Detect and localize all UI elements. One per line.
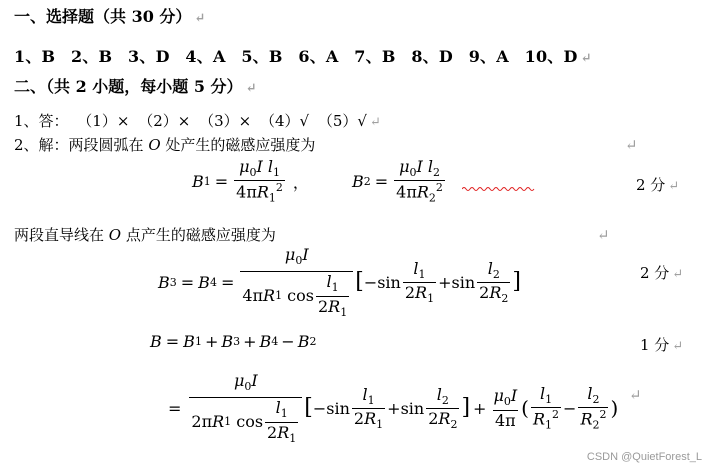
choice-answers-text: 1、B 2、B 3、D 4、A 5、B 6、A 7、B 8、D 9、A 10、D [14,47,578,66]
equation-b-total: B = B 1 + B 3 + B 4 − B 2 [150,332,317,351]
section2-title-text: 二、（共 2 小题，每小题 5 分） [14,77,243,96]
return-mark-icon: ↵ [668,179,680,194]
return-mark-icon: ↵ [597,226,610,244]
q1-answer-text: 1、答： （1）× （2）× （3）× （4）√ （5）√ [14,112,367,130]
equation-b-final: = $\mu_0I$ 2π R 1 cos $\frac{l_1}{2R_1}$ [ −sin $\frac{l_1}{2R_1}$ +sin $\frac{l_2}{2R_2}$ ] + $\frac{\mu_0I}{4\pi}$ ( $\frac{l_1}{R_1^2}$ − $\frac{l_2}{R_2^2}$ ) [168,371,619,445]
score-eq2-text: 2 分 [640,264,670,282]
score-eq3-text: 1 分 [640,336,670,354]
section1-title-text: 一、选择题（共 30 分） [14,7,192,26]
straight-intro [14,224,276,245]
return-mark-icon: ↵ [580,51,592,66]
return-mark-icon: ↵ [629,386,642,404]
equation-b1: B 1 = $\frac{\mu_0I l_1}{4\pi R_1^2}$ ， [192,157,309,205]
watermark: CSDN @QuietForest_L [586,451,702,463]
score-eq2 [640,262,683,283]
return-mark-icon: ↵ [369,115,381,130]
equation-b2: B 2 = $\frac{\mu_0I l_2}{4\pi R_2^2}$ [352,157,443,205]
return-mark-icon: ↵ [194,11,206,26]
q2-intro-b: 处产生的磁感应强度为 [160,136,316,154]
equation-b3: B 3 = B 4 = $\mu_0I$ 4π R 1 cos $\frac{l_1}{2R_1}$ [ −sin $\frac{l_1}{2R_1}$ +sin $\frac{l_2}{2R_2}$ ] [158,245,521,319]
q2-intro-o: O [148,136,161,154]
return-mark-icon: ↵ [625,136,638,154]
q1-answer [14,110,381,131]
score-eq1-text: 2 分 [636,176,666,194]
score-eq1 [636,174,679,195]
return-mark-icon: ↵ [672,267,684,282]
return-mark-icon: ↵ [672,339,684,354]
straight-intro-o: O [108,226,122,244]
score-eq3 [640,334,683,355]
straight-intro-a: 两段直导线在 [14,226,109,244]
section2-title [14,74,256,97]
section1-title [14,4,205,27]
return-mark-icon: ↵ [245,81,257,96]
q2-intro-a: 2、解：两段圆弧在 [14,136,149,154]
spellcheck-squiggle [462,186,536,192]
choice-answers [14,44,592,67]
q2-intro [14,134,315,155]
straight-intro-b: 点产生的磁感应强度为 [121,226,276,244]
